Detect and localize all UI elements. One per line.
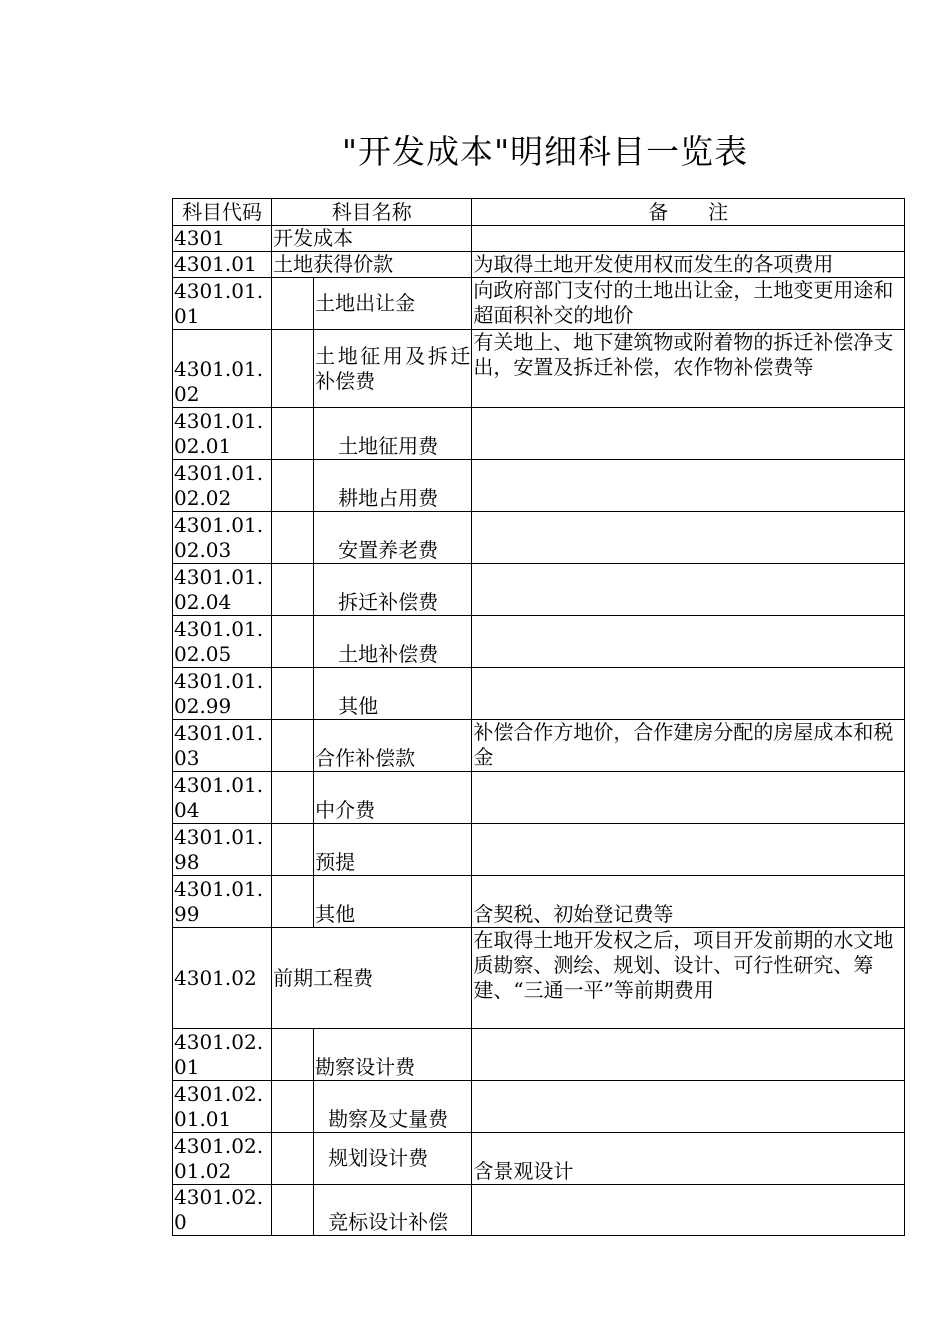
indent-cell	[272, 876, 314, 928]
table-row	[173, 408, 905, 460]
table-row	[173, 512, 905, 564]
indent-cell	[272, 512, 314, 564]
table-row	[173, 1081, 905, 1133]
table-row	[173, 1133, 905, 1185]
indent-cell	[272, 1029, 314, 1081]
header-name: 科目名称	[272, 199, 472, 226]
indent-cell	[272, 330, 314, 408]
subject-code: 4301.01.04	[173, 772, 272, 824]
subject-note: 有关地上、地下建筑物或附着物的拆迁补偿净支出，安置及拆迁补偿，农作物补偿费等	[472, 330, 905, 408]
subject-code: 4301	[173, 226, 272, 252]
subject-code: 4301.01	[173, 252, 272, 278]
subject-code: 4301.02.01.01	[173, 1081, 272, 1133]
indent-cell	[272, 1185, 314, 1236]
subject-note	[472, 772, 905, 824]
subject-name: 中介费	[314, 772, 472, 824]
subject-name: 开发成本	[272, 226, 472, 252]
subject-code: 4301.01.02.03	[173, 512, 272, 564]
subject-code: 4301.02.01	[173, 1029, 272, 1081]
subject-note	[472, 564, 905, 616]
subject-name: 土地征用费	[314, 408, 472, 460]
table-row	[173, 460, 905, 512]
subject-name: 土地出让金	[314, 278, 472, 330]
subject-note	[472, 824, 905, 876]
subject-note	[472, 408, 905, 460]
subject-note	[472, 460, 905, 512]
subject-name: 合作补偿款	[314, 720, 472, 772]
indent-cell	[272, 720, 314, 772]
subject-code: 4301.02	[173, 928, 272, 1029]
subject-name: 耕地占用费	[314, 460, 472, 512]
subject-code: 4301.01.02.04	[173, 564, 272, 616]
indent-cell	[272, 278, 314, 330]
table-row	[173, 876, 905, 928]
subject-code: 4301.01.02	[173, 330, 272, 408]
subject-code: 4301.02.01.02	[173, 1133, 272, 1185]
subject-name: 预提	[314, 824, 472, 876]
subject-note	[472, 616, 905, 668]
table-row	[173, 772, 905, 824]
subject-code: 4301.01.02.05	[173, 616, 272, 668]
subject-code: 4301.01.02.99	[173, 668, 272, 720]
subject-name: 土地获得价款	[272, 252, 472, 278]
indent-cell	[272, 460, 314, 512]
subject-table	[172, 198, 905, 1236]
indent-cell	[272, 564, 314, 616]
table-row	[173, 616, 905, 668]
subject-code: 4301.01.02.01	[173, 408, 272, 460]
subject-name: 其他	[314, 876, 472, 928]
indent-cell	[272, 408, 314, 460]
subject-note: 含景观设计	[472, 1133, 905, 1185]
table-row	[173, 278, 905, 330]
table-row	[173, 564, 905, 616]
subject-note	[472, 512, 905, 564]
header-code: 科目代码	[173, 199, 272, 226]
subject-code: 4301.02.0	[173, 1185, 272, 1236]
subject-name: 土地补偿费	[314, 616, 472, 668]
table-row	[173, 252, 905, 278]
subject-code: 4301.01.98	[173, 824, 272, 876]
subject-name: 规划设计费	[314, 1133, 472, 1185]
subject-code: 4301.01.03	[173, 720, 272, 772]
table-row	[173, 824, 905, 876]
subject-name: 勘察及丈量费	[314, 1081, 472, 1133]
subject-name: 勘察设计费	[314, 1029, 472, 1081]
subject-code: 4301.01.99	[173, 876, 272, 928]
indent-cell	[272, 772, 314, 824]
subject-name: 竞标设计补偿	[314, 1185, 472, 1236]
table-body	[173, 226, 905, 1236]
table-header-row	[173, 199, 905, 226]
subject-note: 向政府部门支付的土地出让金，土地变更用途和超面积补交的地价	[472, 278, 905, 330]
table-row	[173, 226, 905, 252]
indent-cell	[272, 668, 314, 720]
header-note: 备 注	[472, 199, 905, 226]
table-row	[173, 668, 905, 720]
subject-note: 补偿合作方地价，合作建房分配的房屋成本和税金	[472, 720, 905, 772]
subject-name: 土地征用及拆迁补偿费	[314, 330, 472, 408]
table-row	[173, 1185, 905, 1236]
table-row	[173, 928, 905, 1029]
table-row	[173, 330, 905, 408]
subject-name: 前期工程费	[272, 928, 472, 1029]
indent-cell	[272, 1081, 314, 1133]
subject-code: 4301.01.01	[173, 278, 272, 330]
indent-cell	[272, 824, 314, 876]
subject-note: 含契税、初始登记费等	[472, 876, 905, 928]
subject-name: 其他	[314, 668, 472, 720]
page-title: "开发成本"明细科目一览表	[341, 132, 749, 171]
indent-cell	[272, 616, 314, 668]
subject-name: 拆迁补偿费	[314, 564, 472, 616]
subject-note	[472, 1185, 905, 1236]
subject-note: 在取得土地开发权之后，项目开发前期的水文地质勘察、测绘、规划、设计、可行性研究、筹建、“三通一平”等前期费用	[472, 928, 905, 1029]
subject-note	[472, 668, 905, 720]
indent-cell	[272, 1133, 314, 1185]
subject-note	[472, 1081, 905, 1133]
subject-code: 4301.01.02.02	[173, 460, 272, 512]
subject-note	[472, 1029, 905, 1081]
subject-note: 为取得土地开发使用权而发生的各项费用	[472, 252, 905, 278]
table-row	[173, 720, 905, 772]
table-row	[173, 1029, 905, 1081]
subject-name: 安置养老费	[314, 512, 472, 564]
subject-note	[472, 226, 905, 252]
